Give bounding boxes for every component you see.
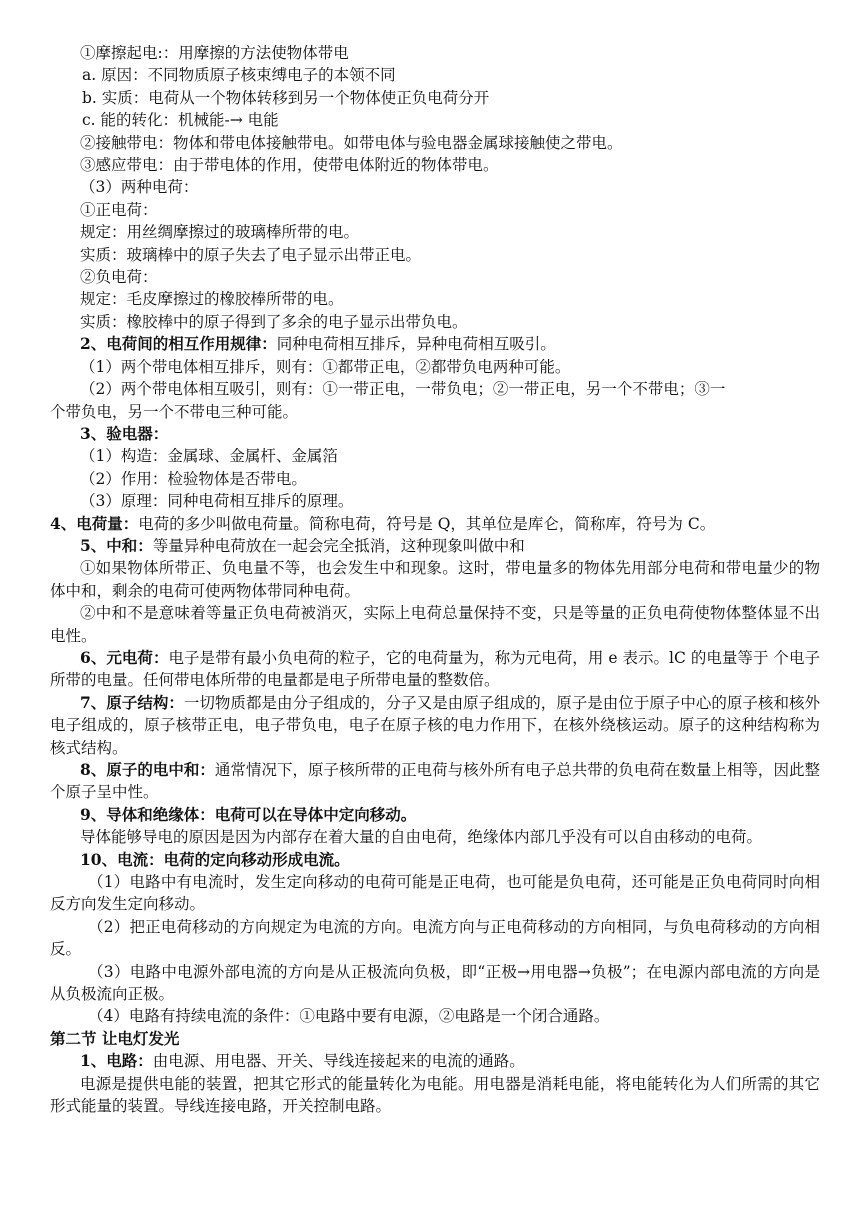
paragraph: （4）电路有持续电流的条件：①电路中要有电源，②电路是一个闭合通路。: [88, 1007, 610, 1026]
paragraph: （1）电路中有电流时，发生定向移动的电荷可能是正电荷，也可能是负电荷，还可能是正负电荷同时向相反方向发生定向移动。: [50, 873, 820, 914]
paragraph: （3）电路中电源外部电流的方向是从正极流向负极，即“正极→用电器→负极”；在电源内部电流的方向是从负极流向正极。: [50, 962, 820, 1004]
section-title: 第二节 让电灯发光: [50, 1028, 180, 1048]
text-line: a. 原因：不同物质原子核束缚电子的本领不同: [82, 66, 396, 85]
section-6-heading: 6、元电荷：: [80, 647, 169, 667]
paragraph: ①如果物体所带正、负电量不等，也会发生中和现象。这时，带电量多的物体先用部分电荷和带电量少的物体中和，剩余的电荷可使两物体带同种电荷。: [50, 559, 820, 600]
section-8-body: 通常情况下，原子核所带的正电荷与核外所有电子总共带的负电荷在数量上相等，因此整个原子呈中性。: [50, 761, 820, 802]
paragraph: 导体能够导电的原因是因为内部存在着大量的自由电荷，绝缘体内部几乎没有可以自由移动的电荷。: [80, 828, 763, 847]
text-line: （1）构造：金属球、金属杆、金属箔: [80, 447, 338, 466]
section-8-heading: 8、原子的电中和：: [80, 760, 215, 779]
s2-1-heading: 1、电路：: [80, 1051, 153, 1071]
section-4: [50, 513, 820, 535]
section-2: [50, 333, 820, 355]
section-5: [50, 535, 820, 557]
text-line: c. 能的转化：机械能-→ 电能: [82, 111, 279, 130]
section-7-heading: 7、原子结构：: [80, 692, 184, 712]
section-7-body: 一切物质都是由分子组成的，分子又是由原子组成的，原子是由位于原子中心的原子核和核外电子组成的，原子核带正电，电子带负电，电子在原子核的电力作用下，在核外绕核运动。原子的这种结构称为核式结构。: [50, 693, 820, 757]
section-4-body: 电荷的多少叫做电荷量。简称电荷，符号是 Q，其单位是库仑，简称库，符号为 C。: [138, 514, 716, 533]
text-line: （3）原理：同种电荷相互排斥的原理。: [80, 492, 354, 511]
text-line: （3）两种电荷：: [80, 178, 199, 197]
text-line: 实质：橡胶棒中的原子得到了多余的电子显示出带负电。: [80, 312, 468, 331]
text-line: （2）作用：检验物体是否带电。: [80, 469, 307, 488]
text-line: ③感应带电：由于带电体的作用，使带电体附近的物体带电。: [80, 156, 499, 175]
paragraph: ②中和不是意味着等量正负电荷被消灭，实际上电荷总量保持不变，只是等量的正负电荷使物体整体显不出电性。: [50, 604, 820, 645]
section-5-body: 等量异种电荷放在一起会完全抵消，这种现象叫做中和: [152, 536, 525, 555]
text-line: （2）两个带电体相互吸引，则有：①一带正电，一带负电；②一带正电，另一个不带电；③一: [80, 380, 726, 399]
section-2-heading: 2、电荷间的相互作用规律：: [80, 334, 277, 354]
s2-1-body: 由电源、用电器、开关、导线连接起来的电流的通路。: [152, 1052, 525, 1071]
section-3-heading: 3、验电器：: [80, 423, 169, 443]
text-line: ②接触带电：物体和带电体接触带电。如带电体与验电器金属球接触使之带电。: [80, 133, 623, 152]
section-5-heading: 5、中和：: [80, 535, 153, 555]
text-line: ①摩擦起电:：用摩擦的方法使物体带电: [80, 44, 349, 62]
section-9-heading: 9、导体和绝缘体：电荷可以在导体中定向移动。: [80, 804, 417, 824]
section-4-heading: 4、电荷量：: [50, 513, 139, 533]
text-line: ②负电荷：: [80, 268, 158, 287]
section-2-body: 同种电荷相互排斥，异种电荷相互吸引。: [276, 335, 556, 354]
paragraph: 电源是提供电能的装置，把其它形式的能量转化为电能。用电器是消耗电能，将电能转化为人们所需的其它形式能量的装置。导线连接电路，开关控制电路。: [50, 1074, 820, 1116]
text-line: b. 实质：电荷从一个物体转移到另一个物体使正负电荷分开: [82, 88, 490, 107]
section-10-heading: 10、电流：电荷的定向移动形成电流。: [80, 849, 350, 869]
section-s2-1: [50, 1050, 820, 1072]
section-7: [50, 692, 820, 759]
text-line: （1）两个带电体相互排斥，则有：①都带正电，②都带负电两种可能。: [80, 357, 571, 376]
section-6-body: 电子是带有最小负电荷的粒子，它的电荷量为，称为元电荷，用 e 表示。lC 的电量等于 个电子所带的电量。任何带电体所带的电量都是电子所带电量的整数倍。: [50, 648, 820, 690]
text-line: 个带负电，另一个不带电三种可能。: [50, 402, 299, 421]
text-line: 规定：用丝绸摩擦过的玻璃棒所带的电。: [80, 223, 360, 242]
section-8: [50, 759, 820, 804]
text-line: ①正电荷：: [80, 200, 158, 219]
paragraph: （2）把正电荷移动的方向规定为电流的方向。电流方向与正电荷移动的方向相同，与负电荷移动的方向相反。: [50, 917, 820, 959]
section-6: [50, 647, 820, 692]
text-line: 实质：玻璃棒中的原子失去了电子显示出带正电。: [80, 245, 422, 264]
text-line: 规定：毛皮摩擦过的橡胶棒所带的电。: [80, 290, 344, 309]
